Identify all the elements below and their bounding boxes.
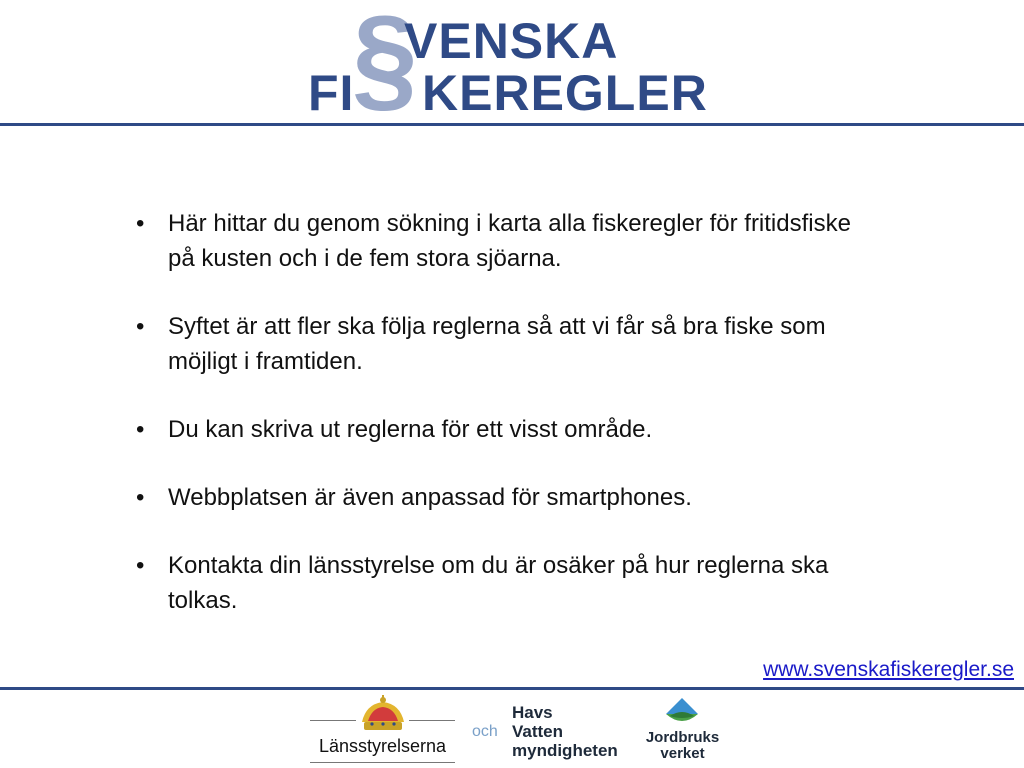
logo-paragraph-symbol: §	[352, 6, 418, 116]
bullet-marker: •	[136, 416, 145, 443]
crown-icon	[310, 694, 455, 734]
myndigheten-label: myndigheten	[512, 741, 618, 760]
jordbruksverket-label	[640, 730, 725, 762]
list-item	[130, 309, 860, 379]
verket-label: verket	[660, 745, 705, 762]
lansstyrelserna-logo	[310, 694, 455, 764]
bullet-marker: •	[136, 552, 145, 579]
bullet-text: Du kan skriva ut reglerna för ett visst område.	[168, 416, 653, 443]
list-item	[130, 480, 860, 515]
bullet-marker: •	[136, 210, 145, 237]
website-link[interactable]: www.svenskafiskeregler.se	[763, 658, 1014, 681]
list-item	[130, 206, 860, 276]
list-item	[130, 412, 860, 447]
bullet-list	[130, 206, 860, 651]
vatten-label: Vatten	[512, 722, 564, 741]
havs-label: Havs	[512, 703, 553, 722]
bullet-marker: •	[136, 484, 145, 511]
logo-line1: VENSKA	[404, 13, 619, 69]
bullet-text: Webbplatsen är även anpassad för smartphones.	[168, 484, 692, 511]
bullet-text: Syftet är att fler ska följa reglerna så att vi får så bra fiske som möjligt i framtiden.	[168, 313, 826, 375]
havs-och-label: och	[472, 723, 498, 740]
bullet-text: Här hittar du genom sökning i karta alla fiskeregler för fritidsfiske på kusten och i de fem stora sjöarna.	[168, 210, 851, 272]
footer-logos	[0, 690, 1024, 768]
header	[0, 0, 1024, 124]
landscape-icon	[640, 694, 725, 730]
bullet-text: Kontakta din länsstyrelse om du är osäker på hur reglerna ska tolkas.	[168, 552, 829, 614]
logo-line2-b: KEREGLER	[422, 65, 708, 116]
jordbruksverket-logo	[640, 694, 725, 766]
jordbruks-label: Jordbruks	[645, 729, 720, 746]
bullet-marker: •	[136, 313, 145, 340]
logo-line2-a: FI	[308, 65, 355, 116]
lansstyrelserna-label: Länsstyrelserna	[318, 736, 447, 756]
svenska-fiskeregler-logo	[300, 6, 720, 116]
havs-och-vattenmyndigheten-logo	[472, 696, 627, 766]
list-item	[130, 548, 860, 618]
logo-graphic	[300, 6, 720, 116]
top-divider	[0, 123, 1024, 126]
